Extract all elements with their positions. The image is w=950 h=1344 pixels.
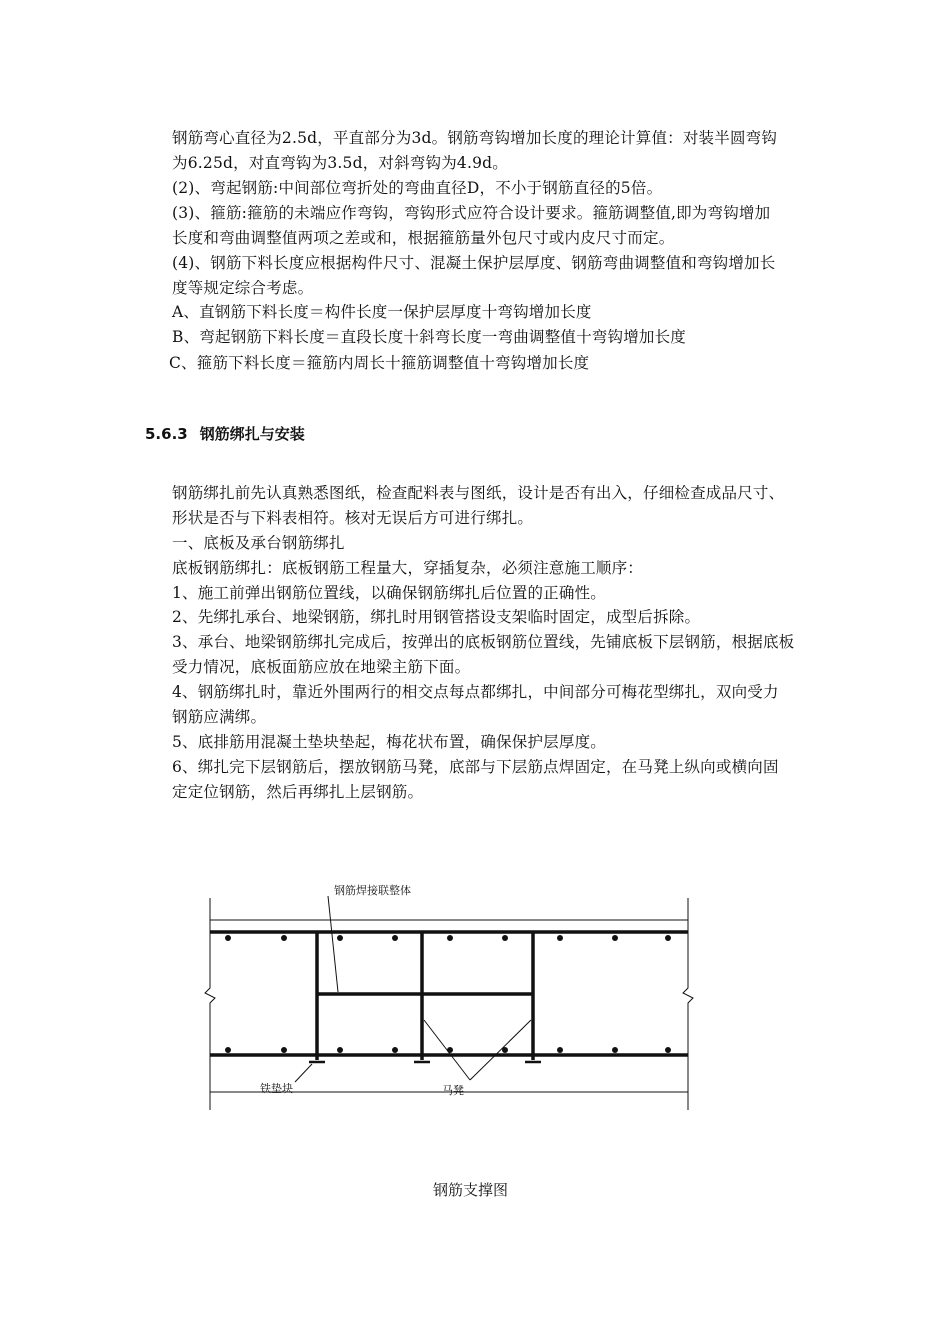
paragraph-line: B、弯起钢筋下料长度＝直段长度十斜弯长度一弯曲调整值十弯钩增加长度: [172, 328, 686, 346]
paragraph-line: 钢筋弯心直径为2.5d，平直部分为3d。钢筋弯钩增加长度的理论计算值：对装半圆弯钩: [172, 129, 778, 147]
stool-label: 马凳: [442, 1084, 464, 1097]
figure-caption: 钢筋支撑图: [433, 1181, 509, 1199]
paragraph-line: 钢筋应满绑。: [172, 708, 267, 726]
section-heading: [145, 423, 305, 444]
paragraph-line: (4)、钢筋下料长度应根据构件尺寸、混凝土保护层厚度、钢筋弯曲调整值和弯钩增加长: [172, 254, 776, 272]
paragraph-line: 底板钢筋绑扎：底板钢筋工程量大，穿插复杂，必须注意施工顺序：: [172, 559, 644, 577]
paragraph-line: 受力情况，底板面筋应放在地梁主筋下面。: [172, 658, 471, 676]
paragraph-line: A、直钢筋下料长度＝构件长度一保护层厚度十弯钩增加长度: [172, 303, 592, 321]
paragraph-line: 形状是否与下料表相符。核对无误后方可进行绑扎。: [172, 509, 534, 527]
paragraph-line: 6、绑扎完下层钢筋后，摆放钢筋马凳，底部与下层筋点焊固定，在马凳上纵向或横向固: [172, 758, 779, 776]
leader-weld: [328, 896, 338, 992]
paragraph-line: 长度和弯曲调整值两项之差或和，根据箍筋量外包尺寸或内皮尺寸而定。: [172, 229, 675, 247]
paragraph-line: 钢筋绑扎前先认真熟悉图纸，检查配料表与图纸，设计是否有出入，仔细检查成品尺寸、: [172, 484, 785, 502]
weld-label: 钢筋焊接联整体: [334, 884, 411, 897]
paragraph-line: 一、底板及承台钢筋绑扎: [172, 534, 345, 552]
right-break-line: [683, 898, 693, 1110]
paragraph-line: 2、先绑扎承台、地梁钢筋，绑扎时用钢管搭设支架临时固定，成型后拆除。: [172, 608, 701, 626]
rebar-support-diagram: [200, 870, 700, 1110]
paragraph-line: 为6.25d，对直弯钩为3.5d，对斜弯钩为4.9d。: [172, 154, 508, 172]
paragraph-line: 定定位钢筋，然后再绑扎上层钢筋。: [172, 783, 424, 801]
paragraph-line: (2)、弯起钢筋:中间部位弯折处的弯曲直径D，不小于钢筋直径的5倍。: [172, 179, 663, 197]
stool-frame: [317, 932, 533, 1060]
paragraph-line: 度等规定综合考虑。: [172, 279, 314, 297]
paragraph-line: 5、底排筋用混凝土垫块垫起，梅花状布置，确保保护层厚度。: [172, 733, 606, 751]
section-number: 5.6.3: [145, 425, 188, 443]
leader-stool-2: [470, 1020, 531, 1080]
paragraph-line: 4、钢筋绑扎时，靠近外围两行的相交点每点都绑扎，中间部分可梅花型绑扎，双向受力: [172, 683, 779, 701]
left-break-line: [205, 898, 215, 1110]
section-title: 钢筋绑扎与安装: [199, 425, 305, 443]
leader-iron-block: [295, 1064, 312, 1082]
paragraph-line: (3)、箍筋:箍筋的未端应作弯钩，弯钩形式应符合设计要求。箍筋调整值,即为弯钩增加: [172, 204, 771, 222]
leader-stool-1: [424, 1020, 470, 1080]
iron-block-label: 铁垫块: [260, 1082, 293, 1095]
paragraph-line: 1、施工前弹出钢筋位置线，以确保钢筋绑扎后位置的正确性。: [172, 584, 606, 602]
top-rebar-dots: [225, 935, 671, 941]
paragraph-line: C、箍筋下料长度＝箍筋内周长十箍筋调整值十弯钩增加长度: [169, 354, 590, 372]
paragraph-line: 3、承台、地梁钢筋绑扎完成后，按弹出的底板钢筋位置线，先铺底板下层钢筋，根据底板: [172, 633, 795, 651]
